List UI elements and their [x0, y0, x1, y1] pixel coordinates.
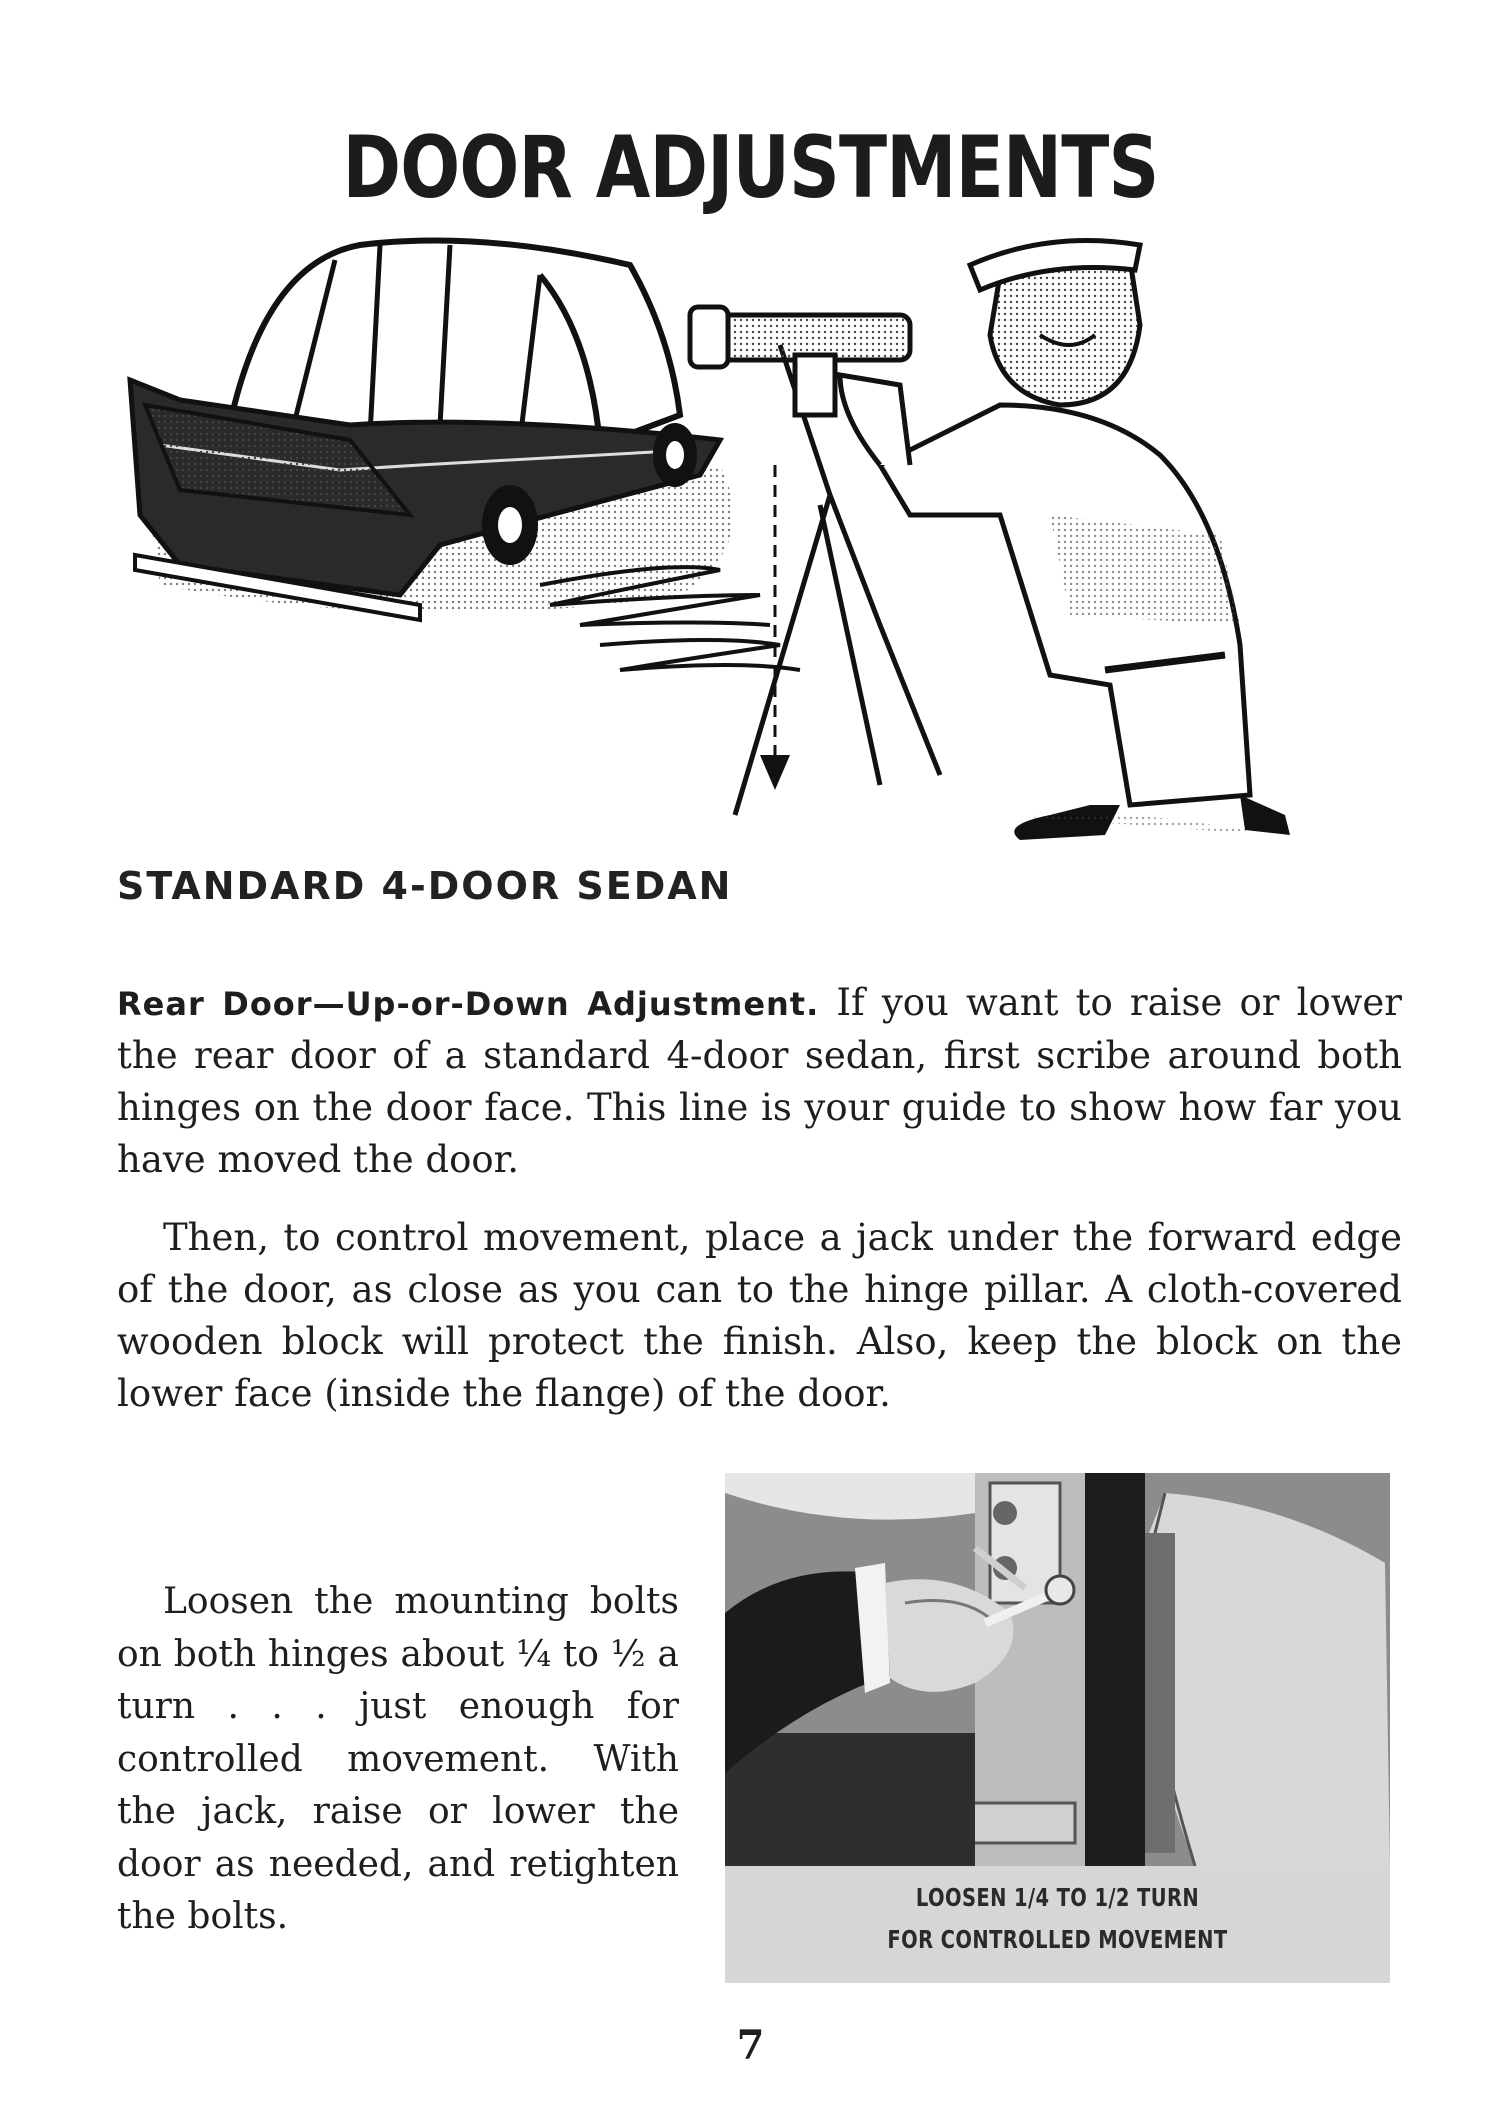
- car-and-surveyor-illustration: [120, 215, 1390, 855]
- photo-caption-line-2: FOR CONTROLLED MOVEMENT: [887, 1925, 1228, 1954]
- hinge-photo-image: [725, 1473, 1390, 1866]
- paragraph-loosen-bolts: Loosen the mounting bolts on both hinges about ¼ to ½ a turn . . . just enough for controlled movement. With the jack, raise or lower the door as needed, and retighten the bolts.: [117, 1581, 679, 1937]
- paragraph-jack: Then, to control movement, place a jack under the forward edge of the door, as close as you can to the hinge pillar. A cloth-covered wooden block will protect the finish. Also, keep the block on the lower face (inside the flange) of the door.: [117, 1216, 1402, 1415]
- photo-caption-line-1: LOOSEN 1/4 TO 1/2 TURN: [915, 1883, 1200, 1912]
- hinge-photo: [725, 1473, 1390, 1983]
- page-title: DOOR ADJUSTMENTS: [342, 118, 1159, 218]
- paragraph-body: If you want to raise or lower the rear door of a standard 4-door sedan, first scribe around both hinges on the door face. This line is your guide to show how far you have moved the door.: [117, 981, 1402, 1181]
- section-heading: STANDARD 4-DOOR SEDAN: [117, 864, 733, 908]
- page-number: 7: [736, 2022, 765, 2069]
- paragraph-lead-heading: Rear Door—Up-or-Down Adjustment.: [117, 985, 820, 1023]
- paragraph-rear-door: [117, 977, 1402, 1186]
